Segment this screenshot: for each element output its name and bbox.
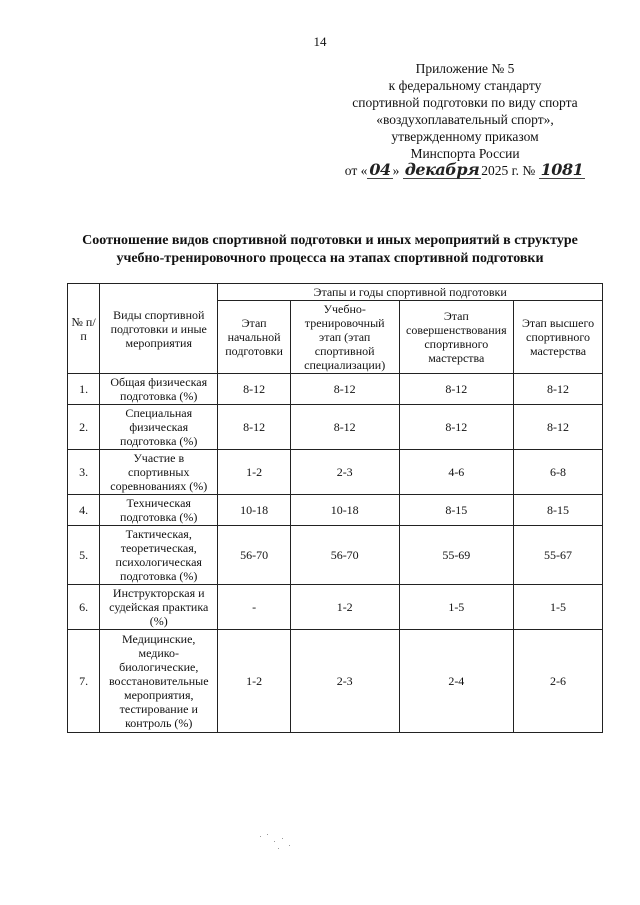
row-value: 10-18 bbox=[290, 495, 399, 526]
row-value: 2-3 bbox=[290, 450, 399, 495]
header-row-top bbox=[68, 284, 603, 301]
row-value: 55-67 bbox=[514, 526, 603, 585]
document-title bbox=[40, 232, 620, 268]
row-name: Специальная физическая подготовка (%) bbox=[100, 405, 218, 450]
row-value: 8-12 bbox=[514, 374, 603, 405]
row-num: 4. bbox=[68, 495, 100, 526]
row-value: 2-6 bbox=[514, 630, 603, 733]
appendix-line-3: спортивной подготовки по виду спорта bbox=[352, 95, 578, 110]
appendix-line-6: Минспорта России bbox=[410, 146, 520, 161]
table-row bbox=[68, 374, 603, 405]
ratio-table bbox=[67, 283, 603, 733]
row-value: 1-5 bbox=[514, 585, 603, 630]
appendix-line-4: «воздухоплавательный спорт», bbox=[376, 112, 554, 127]
table-row bbox=[68, 630, 603, 733]
row-num: 5. bbox=[68, 526, 100, 585]
header-kind: Виды спортивной подготовки и иные мероприятия bbox=[100, 284, 218, 374]
row-num: 2. bbox=[68, 405, 100, 450]
appendix-line-2: к федеральному стандарту bbox=[388, 78, 542, 93]
date-month-handwritten: декабря bbox=[404, 160, 480, 179]
date-year: 2025 г. № bbox=[481, 163, 536, 178]
row-value: 2-3 bbox=[290, 630, 399, 733]
row-value: - bbox=[218, 585, 290, 630]
row-value: 1-2 bbox=[218, 630, 290, 733]
table-row bbox=[68, 585, 603, 630]
row-value: 4-6 bbox=[399, 450, 514, 495]
row-value: 1-2 bbox=[218, 450, 290, 495]
date-prefix: от « bbox=[344, 163, 368, 178]
page-number: 14 bbox=[313, 34, 327, 49]
title-line-1: Соотношение видов спортивной подготовки и иных мероприятий в структуре bbox=[82, 233, 578, 248]
row-value: 8-12 bbox=[290, 374, 399, 405]
appendix-header bbox=[340, 60, 590, 179]
row-value: 1-2 bbox=[290, 585, 399, 630]
table-row bbox=[68, 526, 603, 585]
order-date-line bbox=[340, 162, 590, 179]
row-num: 3. bbox=[68, 450, 100, 495]
row-value: 8-12 bbox=[290, 405, 399, 450]
order-number-handwritten: 1081 bbox=[540, 160, 584, 179]
header-stage-1: Этап начальной подготовки bbox=[218, 301, 290, 374]
header-stage-2: Учебно-тренировочный этап (этап спортивной специализации) bbox=[290, 301, 399, 374]
row-value: 8-12 bbox=[399, 374, 514, 405]
row-num: 7. bbox=[68, 630, 100, 733]
row-name: Участие в спортивных соревнованиях (%) bbox=[100, 450, 218, 495]
row-name: Медицинские, медико-биологические, восстановительные мероприятия, тестирование и контроль (%) bbox=[100, 630, 218, 733]
date-day-handwritten: 04 bbox=[369, 160, 391, 179]
appendix-line-1: Приложение № 5 bbox=[415, 61, 515, 76]
row-value: 10-18 bbox=[218, 495, 290, 526]
row-num: 1. bbox=[68, 374, 100, 405]
row-value: 56-70 bbox=[290, 526, 399, 585]
row-value: 8-15 bbox=[399, 495, 514, 526]
row-value: 56-70 bbox=[218, 526, 290, 585]
table-row bbox=[68, 405, 603, 450]
row-value: 6-8 bbox=[514, 450, 603, 495]
row-value: 8-12 bbox=[399, 405, 514, 450]
header-stages-group: Этапы и годы спортивной подготовки bbox=[218, 284, 603, 301]
header-num: № п/п bbox=[68, 284, 100, 374]
row-value: 8-12 bbox=[514, 405, 603, 450]
row-name: Инструкторская и судейская практика (%) bbox=[100, 585, 218, 630]
table-row bbox=[68, 450, 603, 495]
row-num: 6. bbox=[68, 585, 100, 630]
row-value: 1-5 bbox=[399, 585, 514, 630]
row-value: 55-69 bbox=[399, 526, 514, 585]
date-quote-close: » bbox=[392, 163, 400, 178]
row-value: 8-15 bbox=[514, 495, 603, 526]
row-name: Общая физическая подготовка (%) bbox=[100, 374, 218, 405]
header-stage-4: Этап высшего спортивного мастерства bbox=[514, 301, 603, 374]
row-name: Тактическая, теоретическая, психологическая подготовка (%) bbox=[100, 526, 218, 585]
row-value: 2-4 bbox=[399, 630, 514, 733]
table-row bbox=[68, 495, 603, 526]
row-name: Техническая подготовка (%) bbox=[100, 495, 218, 526]
appendix-line-5: утвержденному приказом bbox=[391, 129, 539, 144]
scan-specks bbox=[258, 832, 298, 852]
title-line-2: учебно-тренировочного процесса на этапах спортивной подготовки bbox=[116, 251, 544, 266]
header-stage-3: Этап совершенствования спортивного мастерства bbox=[399, 301, 514, 374]
row-value: 8-12 bbox=[218, 374, 290, 405]
row-value: 8-12 bbox=[218, 405, 290, 450]
